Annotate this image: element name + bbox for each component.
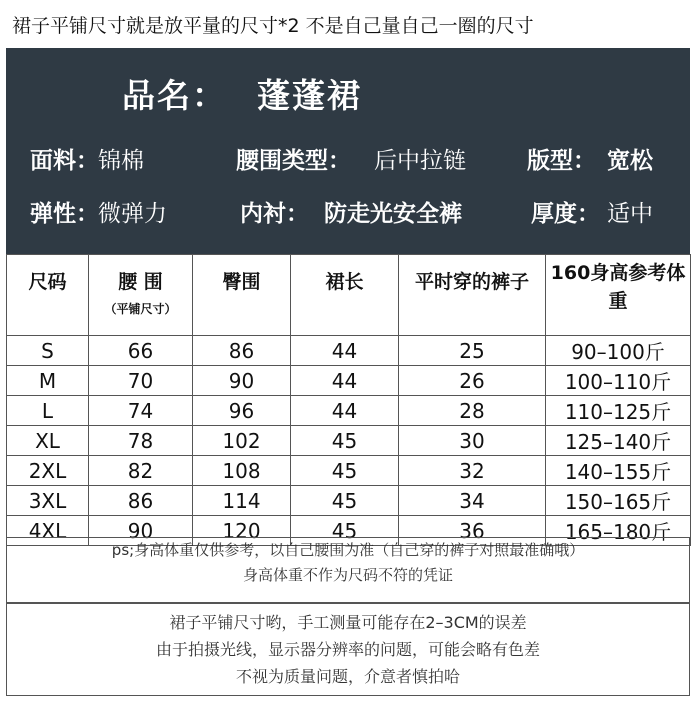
measurement-note: 裙子平铺尺寸就是放平量的尺寸*2 不是自己量自己一圈的尺寸 bbox=[6, 0, 690, 48]
thickness-label: 厚度： bbox=[531, 201, 600, 227]
cell-pants: 34 bbox=[399, 486, 546, 516]
cell-pants: 32 bbox=[399, 456, 546, 486]
cell-size: M bbox=[7, 366, 89, 396]
product-info-panel bbox=[6, 0, 690, 254]
waist-type-value: 后中拉链 bbox=[374, 148, 466, 174]
lining-label: 内衬： bbox=[240, 201, 309, 227]
cell-weight: 110–125斤 bbox=[546, 396, 691, 426]
header-waist-sub: （平铺尺寸） bbox=[104, 302, 177, 316]
disclaimer-line: 不视为质量问题，介意者慎拍哈 bbox=[235, 667, 460, 686]
cell-hip: 86 bbox=[193, 336, 291, 366]
cell-length: 45 bbox=[291, 456, 399, 486]
product-name bbox=[122, 70, 362, 117]
cell-weight: 165–180斤 bbox=[546, 516, 691, 546]
cell-waist: 82 bbox=[89, 456, 193, 486]
table-row bbox=[7, 486, 691, 516]
header-weight: 160身高参考体重 bbox=[546, 255, 691, 336]
cell-waist: 86 bbox=[89, 486, 193, 516]
cell-weight: 140–155斤 bbox=[546, 456, 691, 486]
cell-waist: 70 bbox=[89, 366, 193, 396]
cell-waist: 90 bbox=[89, 516, 193, 546]
table-row bbox=[7, 426, 691, 456]
cell-pants: 30 bbox=[399, 426, 546, 456]
cell-size: XL bbox=[7, 426, 89, 456]
cell-weight: 100–110斤 bbox=[546, 366, 691, 396]
cell-pants: 26 bbox=[399, 366, 546, 396]
header-length: 裙长 bbox=[291, 255, 399, 336]
fit-label: 版型： bbox=[527, 148, 596, 174]
cell-length: 44 bbox=[291, 366, 399, 396]
cell-weight: 125–140斤 bbox=[546, 426, 691, 456]
header-size: 尺码 bbox=[7, 255, 89, 336]
cell-weight: 90–100斤 bbox=[546, 336, 691, 366]
disclaimer-line: 裙子平铺尺寸哟，手工测量可能存在2–3CM的误差 bbox=[169, 613, 527, 632]
reference-note-line: ps;身高体重仅供参考，以自己腰围为准（自己穿的裤子对照最准确哦） bbox=[111, 541, 585, 559]
fabric-label: 面料： bbox=[30, 148, 99, 174]
table-row bbox=[7, 336, 691, 366]
cell-hip: 102 bbox=[193, 426, 291, 456]
cell-pants: 28 bbox=[399, 396, 546, 426]
product-name-value: 蓬蓬裙 bbox=[257, 76, 362, 115]
header-waist bbox=[89, 255, 193, 336]
fabric-value: 锦棉 bbox=[98, 148, 144, 174]
table-header-row bbox=[7, 255, 691, 336]
cell-length: 45 bbox=[291, 426, 399, 456]
measurement-disclaimer bbox=[6, 603, 690, 696]
thickness-value: 适中 bbox=[607, 201, 653, 227]
cell-weight: 150–165斤 bbox=[546, 486, 691, 516]
cell-length: 45 bbox=[291, 516, 399, 546]
elasticity-value: 微弹力 bbox=[98, 201, 167, 227]
elasticity-label: 弹性： bbox=[30, 201, 99, 227]
cell-pants: 25 bbox=[399, 336, 546, 366]
cell-size: 3XL bbox=[7, 486, 89, 516]
cell-pants: 36 bbox=[399, 516, 546, 546]
cell-waist: 74 bbox=[89, 396, 193, 426]
cell-waist: 78 bbox=[89, 426, 193, 456]
cell-length: 45 bbox=[291, 486, 399, 516]
cell-hip: 108 bbox=[193, 456, 291, 486]
header-waist-label: 腰 围 bbox=[118, 271, 163, 293]
product-name-label: 品名： bbox=[122, 76, 227, 115]
cell-hip: 90 bbox=[193, 366, 291, 396]
waist-type-label: 腰围类型： bbox=[236, 148, 351, 174]
cell-size: L bbox=[7, 396, 89, 426]
reference-note-line: 身高体重不作为尺码不符的凭证 bbox=[242, 566, 453, 584]
cell-length: 44 bbox=[291, 396, 399, 426]
size-table bbox=[6, 254, 691, 546]
reference-note bbox=[6, 537, 690, 603]
table-row bbox=[7, 366, 691, 396]
cell-waist: 66 bbox=[89, 336, 193, 366]
table-row bbox=[7, 396, 691, 426]
cell-hip: 96 bbox=[193, 396, 291, 426]
fit-value: 宽松 bbox=[607, 148, 653, 174]
cell-length: 44 bbox=[291, 336, 399, 366]
cell-hip: 114 bbox=[193, 486, 291, 516]
header-usual-pants: 平时穿的裤子 bbox=[399, 255, 546, 336]
lining-value: 防走光安全裤 bbox=[324, 201, 462, 227]
table-row bbox=[7, 456, 691, 486]
cell-hip: 120 bbox=[193, 516, 291, 546]
cell-size: 2XL bbox=[7, 456, 89, 486]
cell-size: S bbox=[7, 336, 89, 366]
cell-size: 4XL bbox=[7, 516, 89, 546]
disclaimer-line: 由于拍摄光线，显示器分辨率的问题，可能会略有色差 bbox=[155, 640, 540, 659]
header-hip: 臀围 bbox=[193, 255, 291, 336]
